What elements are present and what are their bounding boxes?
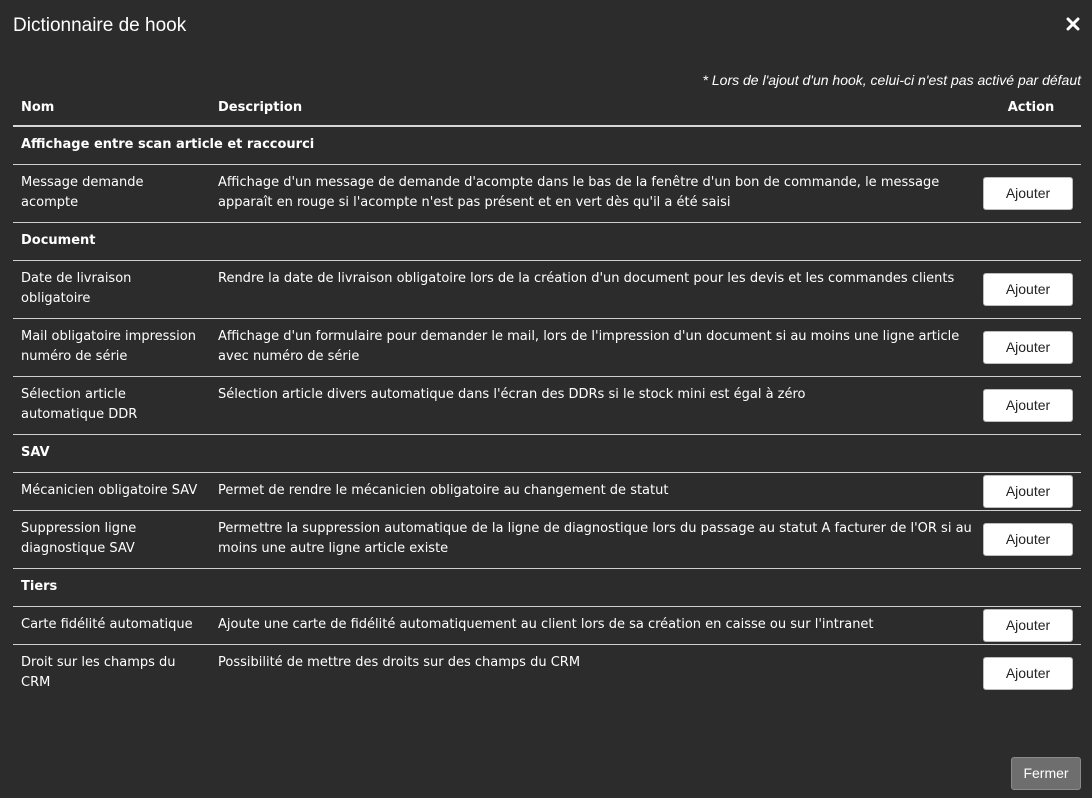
hook-description: Affichage d'un formulaire pour demander le mail, lors de l'impression d'un document si au moins une ligne article avec numéro de série	[210, 319, 981, 377]
hook-name: Carte fidélité automatique	[13, 607, 210, 645]
hook-name: Droit sur les champs du CRM	[21, 655, 176, 690]
hook-description: Sélection article divers automatique dans l'écran des DDRs si le stock mini est égal à zéro	[210, 377, 981, 435]
action-cell	[981, 261, 1081, 319]
action-cell	[981, 645, 1081, 703]
hook-name: Sélection article automatique DDR	[13, 377, 210, 435]
category-label: Tiers	[13, 569, 1081, 607]
category-row	[13, 569, 1081, 607]
close-dialog-button[interactable]: Fermer	[1011, 757, 1081, 790]
add-hook-button[interactable]: Ajouter	[983, 523, 1073, 556]
hook-name: Mail obligatoire impression numéro de série	[13, 319, 210, 377]
category-row	[13, 435, 1081, 473]
add-hook-button[interactable]: Ajouter	[983, 657, 1073, 690]
hook-name: Suppression ligne diagnostique SAV	[13, 511, 210, 569]
table-row	[13, 473, 1081, 511]
table-header-row	[13, 89, 1081, 126]
action-cell	[981, 511, 1081, 569]
hook-description: Rendre la date de livraison obligatoire lors de la création d'un document pour les devis et les commandes clients	[210, 261, 981, 319]
action-cell	[981, 319, 1081, 377]
table-row	[13, 645, 1081, 703]
hook-name: Message demande acompte	[13, 165, 210, 223]
hook-table	[13, 89, 1081, 702]
table-row	[13, 607, 1081, 645]
hook-description: Possibilité de mettre des droits sur des champs du CRM	[218, 655, 581, 670]
add-hook-button[interactable]: Ajouter	[983, 475, 1073, 508]
hook-description: Permet de rendre le mécanicien obligatoire au changement de statut	[210, 473, 981, 511]
table-row	[13, 319, 1081, 377]
action-cell	[981, 473, 1081, 511]
category-label: SAV	[13, 435, 1081, 473]
column-header-action: Action	[981, 89, 1081, 126]
table-row	[13, 165, 1081, 223]
category-label: Affichage entre scan article et raccourci	[13, 126, 1081, 165]
table-row	[13, 511, 1081, 569]
category-row	[13, 126, 1081, 165]
hook-description: Ajoute une carte de fidélité automatiquement au client lors de sa création en caisse ou sur l'intranet	[210, 607, 981, 645]
add-hook-button[interactable]: Ajouter	[983, 273, 1073, 306]
default-inactive-note: * Lors de l'ajout d'un hook, celui-ci n'est pas activé par défaut	[702, 72, 1081, 88]
column-header-description: Description	[210, 89, 981, 126]
add-hook-button[interactable]: Ajouter	[983, 177, 1073, 210]
hook-name: Mécanicien obligatoire SAV	[13, 473, 210, 511]
hook-description: Affichage d'un message de demande d'acompte dans le bas de la fenêtre d'un bon de commande, le message apparaît en rouge si l'acompte n'est pas présent et en vert dès qu'il a été saisi	[210, 165, 981, 223]
table-row	[13, 377, 1081, 435]
close-button[interactable]	[1066, 14, 1082, 34]
close-icon	[1066, 17, 1080, 31]
action-cell	[981, 607, 1081, 645]
category-label: Document	[13, 223, 1081, 261]
table-row	[13, 261, 1081, 319]
hook-description: Permettre la suppression automatique de la ligne de diagnostique lors du passage au statut A facturer de l'OR si au moins une autre ligne article existe	[210, 511, 981, 569]
category-row	[13, 223, 1081, 261]
action-cell	[981, 377, 1081, 435]
action-cell	[981, 165, 1081, 223]
dialog-title: Dictionnaire de hook	[13, 15, 187, 36]
add-hook-button[interactable]: Ajouter	[983, 609, 1073, 642]
hook-name: Date de livraison obligatoire	[13, 261, 210, 319]
add-hook-button[interactable]: Ajouter	[983, 389, 1073, 422]
add-hook-button[interactable]: Ajouter	[983, 331, 1073, 364]
column-header-nom: Nom	[13, 89, 210, 126]
